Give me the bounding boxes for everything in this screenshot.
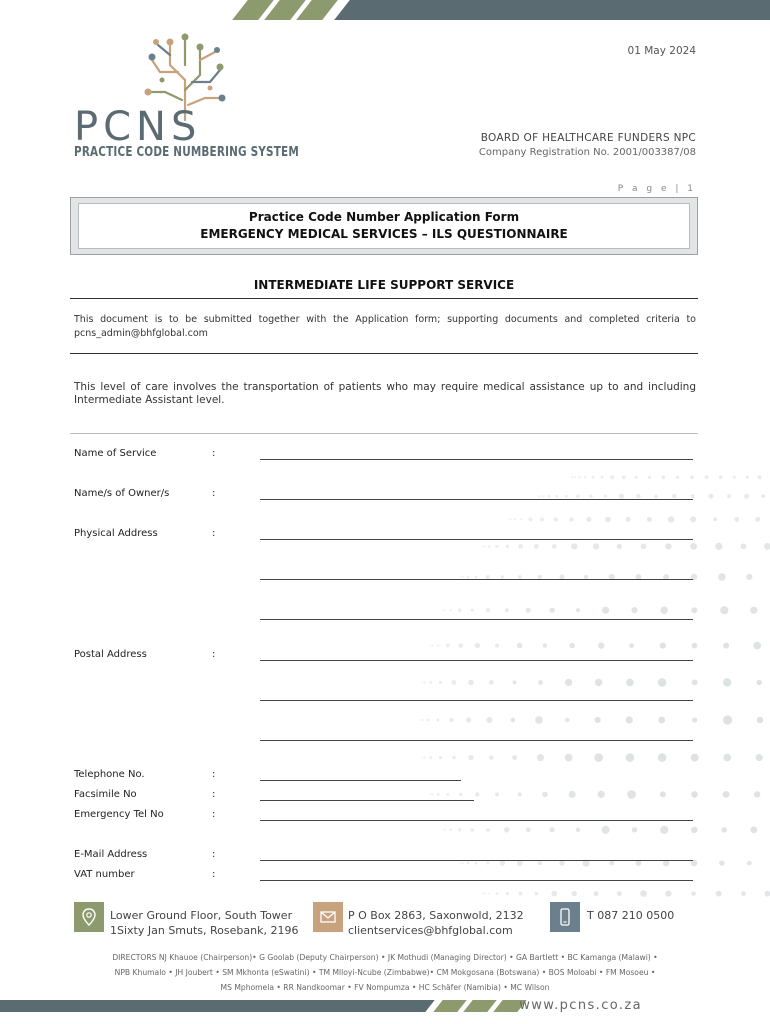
- footer-email[interactable]: clientservices@bhfglobal.com: [348, 924, 513, 937]
- name-of-service-field[interactable]: [260, 448, 693, 460]
- field-colon: :: [212, 488, 216, 499]
- postal-line-1: P O Box 2863, Saxonwold, 2132: [348, 909, 524, 922]
- form-title: Practice Code Number Application Form: [248, 210, 520, 224]
- field-colon: :: [212, 869, 216, 880]
- document-date: 01 May 2024: [627, 45, 696, 57]
- field-label-facsimile: Facsimile No: [74, 789, 137, 800]
- field-label-owners: Name/s of Owner/s: [74, 488, 170, 499]
- vat-number-field[interactable]: [260, 869, 693, 881]
- field-colon: :: [212, 789, 216, 800]
- footer-address: [110, 908, 298, 938]
- directors-line-2: NPB Khumalo • JH Joubert • SM Mkhonta (eSwatini) • TM Mlloyi-Ncube (Zimbabwe)• CM Mokgosana (Botswana) • BOS Moloabi • FM Mosoeu •: [114, 968, 656, 977]
- divider: [70, 433, 698, 434]
- mobile-phone-icon: [550, 902, 580, 932]
- page-number: P a g e | 1: [617, 184, 696, 194]
- registration-number: Company Registration No. 2001/003387/08: [478, 147, 696, 158]
- directors-list: [70, 950, 700, 995]
- address-line-1: Lower Ground Floor, South Tower: [110, 909, 293, 922]
- field-label-physical-address: Physical Address: [74, 528, 158, 539]
- owners-field[interactable]: [260, 488, 693, 500]
- divider: [70, 298, 698, 299]
- section-title: INTERMEDIATE LIFE SUPPORT SERVICE: [253, 278, 515, 292]
- field-colon: :: [212, 769, 216, 780]
- field-colon: :: [212, 528, 216, 539]
- postal-address-field-line-1[interactable]: [260, 649, 693, 661]
- telephone-field[interactable]: [260, 769, 461, 781]
- field-colon: :: [212, 849, 216, 860]
- logo-tagline: PRACTICE CODE NUMBERING SYSTEM: [74, 144, 299, 160]
- divider: [70, 353, 698, 354]
- footer-postal: [348, 908, 524, 938]
- envelope-icon: [313, 902, 343, 932]
- location-pin-icon: [74, 902, 104, 932]
- logo-wordmark: PCNS: [74, 104, 202, 150]
- organisation-name: BOARD OF HEALTHCARE FUNDERS NPC: [480, 132, 696, 144]
- directors-line-1: DIRECTORS NJ Khauoe (Chairperson)• G Goolab (Deputy Chairperson) • JK Mothudi (Managing Director) • GA Bartlett • BC Kamanga (Malawi) •: [112, 953, 658, 962]
- field-label-email: E-Mail Address: [74, 849, 148, 860]
- intro-text: This document is to be submitted together with the Application form; supporting documents and completed criteria to pcns_admin@bhfglobal.com: [74, 314, 696, 339]
- field-label-name-of-service: Name of Service: [74, 448, 157, 459]
- field-label-vat: VAT number: [74, 869, 135, 880]
- website-link[interactable]: www.pcns.co.za: [519, 998, 642, 1013]
- footer-phone: T 087 210 0500: [587, 909, 675, 922]
- directors-line-3: MS Mphomela • RR Nandkoomar • FV Nompumza • HC Schäfer (Namibia) • MC Wilson: [220, 983, 550, 992]
- facsimile-field[interactable]: [260, 789, 474, 801]
- field-colon: :: [212, 809, 216, 820]
- email-field[interactable]: [260, 849, 693, 861]
- field-colon: :: [212, 649, 216, 660]
- postal-address-field-line-2[interactable]: [260, 689, 693, 701]
- address-line-2: 1Sixty Jan Smuts, Rosebank, 2196: [110, 924, 299, 937]
- physical-address-field-line-1[interactable]: [260, 528, 693, 540]
- physical-address-field-line-3[interactable]: [260, 608, 693, 620]
- field-label-postal-address: Postal Address: [74, 649, 147, 660]
- title-box: [70, 197, 698, 255]
- service-description: This level of care involves the transportation of patients who may require medical assistance up to and including Intermediate Assistant level.: [74, 381, 696, 406]
- field-label-telephone: Telephone No.: [74, 769, 145, 780]
- field-label-emergency-tel: Emergency Tel No: [74, 809, 164, 820]
- form-subtitle: EMERGENCY MEDICAL SERVICES – ILS QUESTIONNAIRE: [200, 227, 568, 241]
- field-colon: :: [212, 448, 216, 459]
- postal-address-field-line-3[interactable]: [260, 729, 693, 741]
- physical-address-field-line-2[interactable]: [260, 568, 693, 580]
- top-stripe-decoration: [230, 0, 770, 20]
- emergency-tel-field[interactable]: [260, 809, 693, 821]
- bottom-stripe-decoration: [0, 1000, 530, 1012]
